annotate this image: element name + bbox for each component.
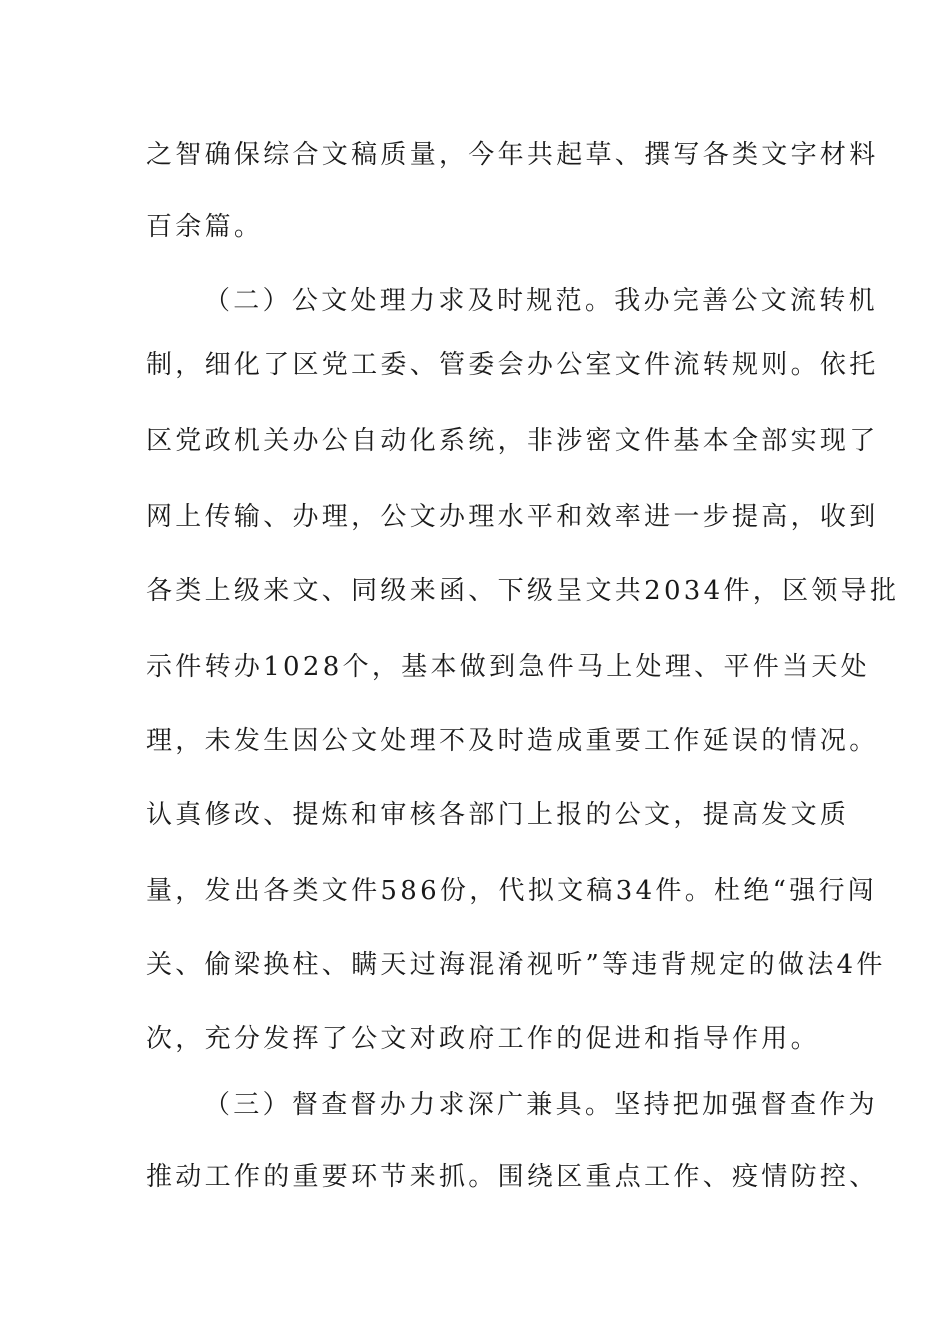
text-line: 理，未发生因公文处理不及时造成重要工作延误的情况。 [146,726,879,756]
paragraph-heading-line: （三）督查督办力求深广兼具。坚持把加强督查作为 [204,1090,878,1120]
text-line: 关、偷梁换柱、瞒天过海混淆视听”等违背规定的做法4件 [146,950,886,980]
text-line: 次，充分发挥了公文对政府工作的促进和指导作用。 [146,1024,820,1054]
text-line: 推动工作的重要环节来抓。围绕区重点工作、疫情防控、 [146,1162,879,1192]
text-line: 量，发出各类文件586份，代拟文稿34件。杜绝“强行闯 [146,876,878,906]
paragraph-heading-line: （二）公文处理力求及时规范。我办完善公文流转机 [204,286,878,316]
text-line: 认真修改、提炼和审核各部门上报的公文，提高发文质 [146,800,850,830]
text-line: 区党政机关办公自动化系统，非涉密文件基本全部实现了 [146,426,879,456]
text-line: 示件转办1028个，基本做到急件马上处理、平件当天处 [146,652,870,682]
text-line: 百余篇。 [146,212,264,242]
text-line: 网上传输、办理，公文办理水平和效率进一步提高，收到 [146,502,879,532]
text-line: 制，细化了区党工委、管委会办公室文件流转规则。依托 [146,350,879,380]
text-line: 之智确保综合文稿质量，今年共起草、撰写各类文字材料 [146,140,879,170]
text-line: 各类上级来文、同级来函、下级呈文共2034件，区领导批 [146,576,900,606]
